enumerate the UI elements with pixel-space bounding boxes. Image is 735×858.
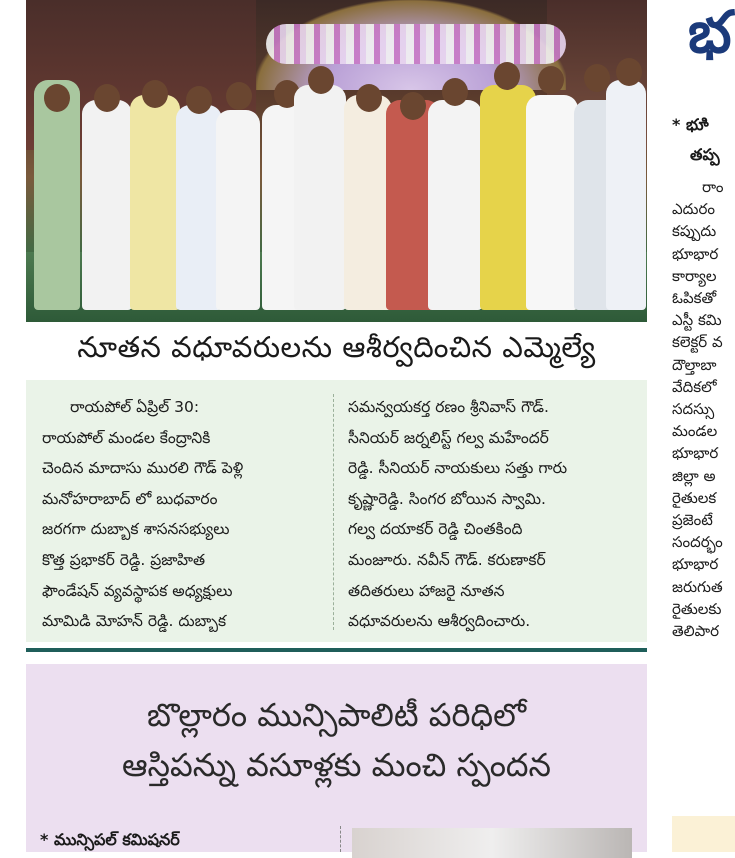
photo-head	[616, 58, 642, 86]
story-line: వధూవరులను ఆశీర్వదించారు.	[348, 612, 531, 631]
body-line: జరుగుత	[672, 577, 723, 596]
story-column-left	[42, 392, 317, 637]
right-footer-box	[672, 816, 735, 852]
story-line: మంజూరు. నవీన్ గౌడ్. కరుణాకర్	[348, 550, 546, 569]
story-line: రాయపోల్ మండల కేంద్రానికి	[42, 428, 211, 447]
body-line: కార్యాల	[672, 266, 717, 285]
wedding-photo	[26, 0, 647, 322]
photo-head	[356, 84, 382, 112]
right-story-body	[672, 176, 724, 642]
photo-person	[130, 95, 180, 310]
photo-head	[226, 82, 252, 110]
photo-person	[428, 100, 482, 310]
story-line: సమన్వయకర్త రణం శ్రీనివాస్ గౌడ్.	[348, 398, 549, 416]
body-line: భూభార	[672, 244, 719, 263]
photo-person	[526, 95, 578, 310]
body-line: రైతులక	[672, 488, 717, 507]
body-line: వేదికలో	[672, 377, 717, 396]
story-line: సీనియర్ జర్నలిస్ట్ గల్వ మహేందర్	[348, 428, 549, 447]
photo-groom	[344, 95, 392, 310]
dateline: రాయపోల్ ఏప్రిల్ 30:	[70, 398, 200, 416]
photo-person	[294, 85, 346, 310]
body-line: రైతులకు	[672, 599, 722, 618]
second-story-bullet: * మున్సిపల్ కమిషనర్	[40, 830, 180, 849]
story-column-right	[348, 392, 636, 637]
column-divider	[333, 394, 334, 630]
story-line: జరగగా దుబ్బాక శాసనసభ్యులు	[42, 520, 230, 539]
story-line: ఫౌండేషన్ వ్యవస్థాపక అధ్యక్షులు	[42, 581, 233, 600]
bullet-line: * భూి	[672, 115, 709, 134]
story-headline: నూతన వధూవరులను ఆశీర్వదించిన ఎమ్మెల్యే	[77, 330, 596, 364]
body-line: ఎదురం	[672, 200, 715, 219]
photo-head	[186, 86, 212, 114]
body-line: సదస్సు	[672, 400, 715, 419]
body-line: ప్రజెంటే	[672, 511, 713, 530]
story-line: తదితరులు హాజరై నూతన	[348, 581, 505, 600]
headline-line: బొల్లారం మున్సిపాలిటీ పరిధిలో	[146, 696, 527, 734]
body-line: జిల్లా అ	[672, 466, 716, 485]
photo-head	[538, 66, 564, 94]
photo-person	[216, 110, 260, 310]
story-line: గల్వ దయాకర్ రెడ్డి చింతకింది	[348, 520, 523, 539]
photo-person	[34, 80, 80, 310]
photo-head	[142, 80, 168, 108]
body-line: భూభార	[672, 444, 719, 463]
photo-person	[606, 80, 646, 310]
right-story-title: భ	[688, 0, 732, 66]
body-line: ఎస్టీ కమి	[672, 311, 722, 330]
second-story-photo	[352, 828, 632, 858]
story-line: కొత్త ప్రభాకర్ రెడ్డి. ప్రజాహిత	[42, 550, 206, 569]
right-story-bullets	[672, 110, 720, 170]
body-line: రాం	[702, 178, 724, 196]
story-line: కృష్ణారెడ్డి. సింగర బోయిన స్వామి.	[348, 489, 546, 508]
story-line: రెడ్డి. సీనియర్ నాయకులు సత్తు గారు	[348, 459, 568, 478]
body-line: సందర్భం	[672, 533, 723, 552]
second-story-headline	[26, 690, 647, 790]
story-separator	[26, 648, 647, 652]
story-line: మామిడి మోహన్ రెడ్డి. దుబ్బాక	[42, 612, 227, 631]
photo-head	[44, 84, 70, 112]
body-line: కలెక్టర్ వ	[672, 333, 723, 352]
body-line: తెలిపార	[672, 622, 720, 641]
column-divider	[340, 826, 341, 852]
story-line: మనోహరాబాద్ లో బుధవారం	[42, 489, 218, 508]
body-line: మండల	[672, 422, 718, 441]
photo-flower-decoration	[266, 24, 566, 64]
body-line: భూభార	[672, 555, 719, 574]
headline-line: ఆస్తిపన్ను వసూళ్లకు మంచి స్పందన	[122, 746, 551, 784]
story-line: చెందిన మాదాసు మురలి గౌడ్ పెళ్లి	[42, 459, 244, 478]
body-line: కప్పుదు	[672, 222, 717, 241]
photo-head	[308, 66, 334, 94]
photo-head	[494, 62, 520, 90]
photo-person	[82, 100, 132, 310]
photo-head	[94, 84, 120, 112]
photo-head	[442, 78, 468, 106]
photo-head	[400, 92, 426, 120]
body-line: దౌల్తాబా	[672, 355, 717, 374]
bullet-line: తప్ప	[690, 145, 720, 164]
body-line: ఓపికతో	[672, 289, 717, 308]
